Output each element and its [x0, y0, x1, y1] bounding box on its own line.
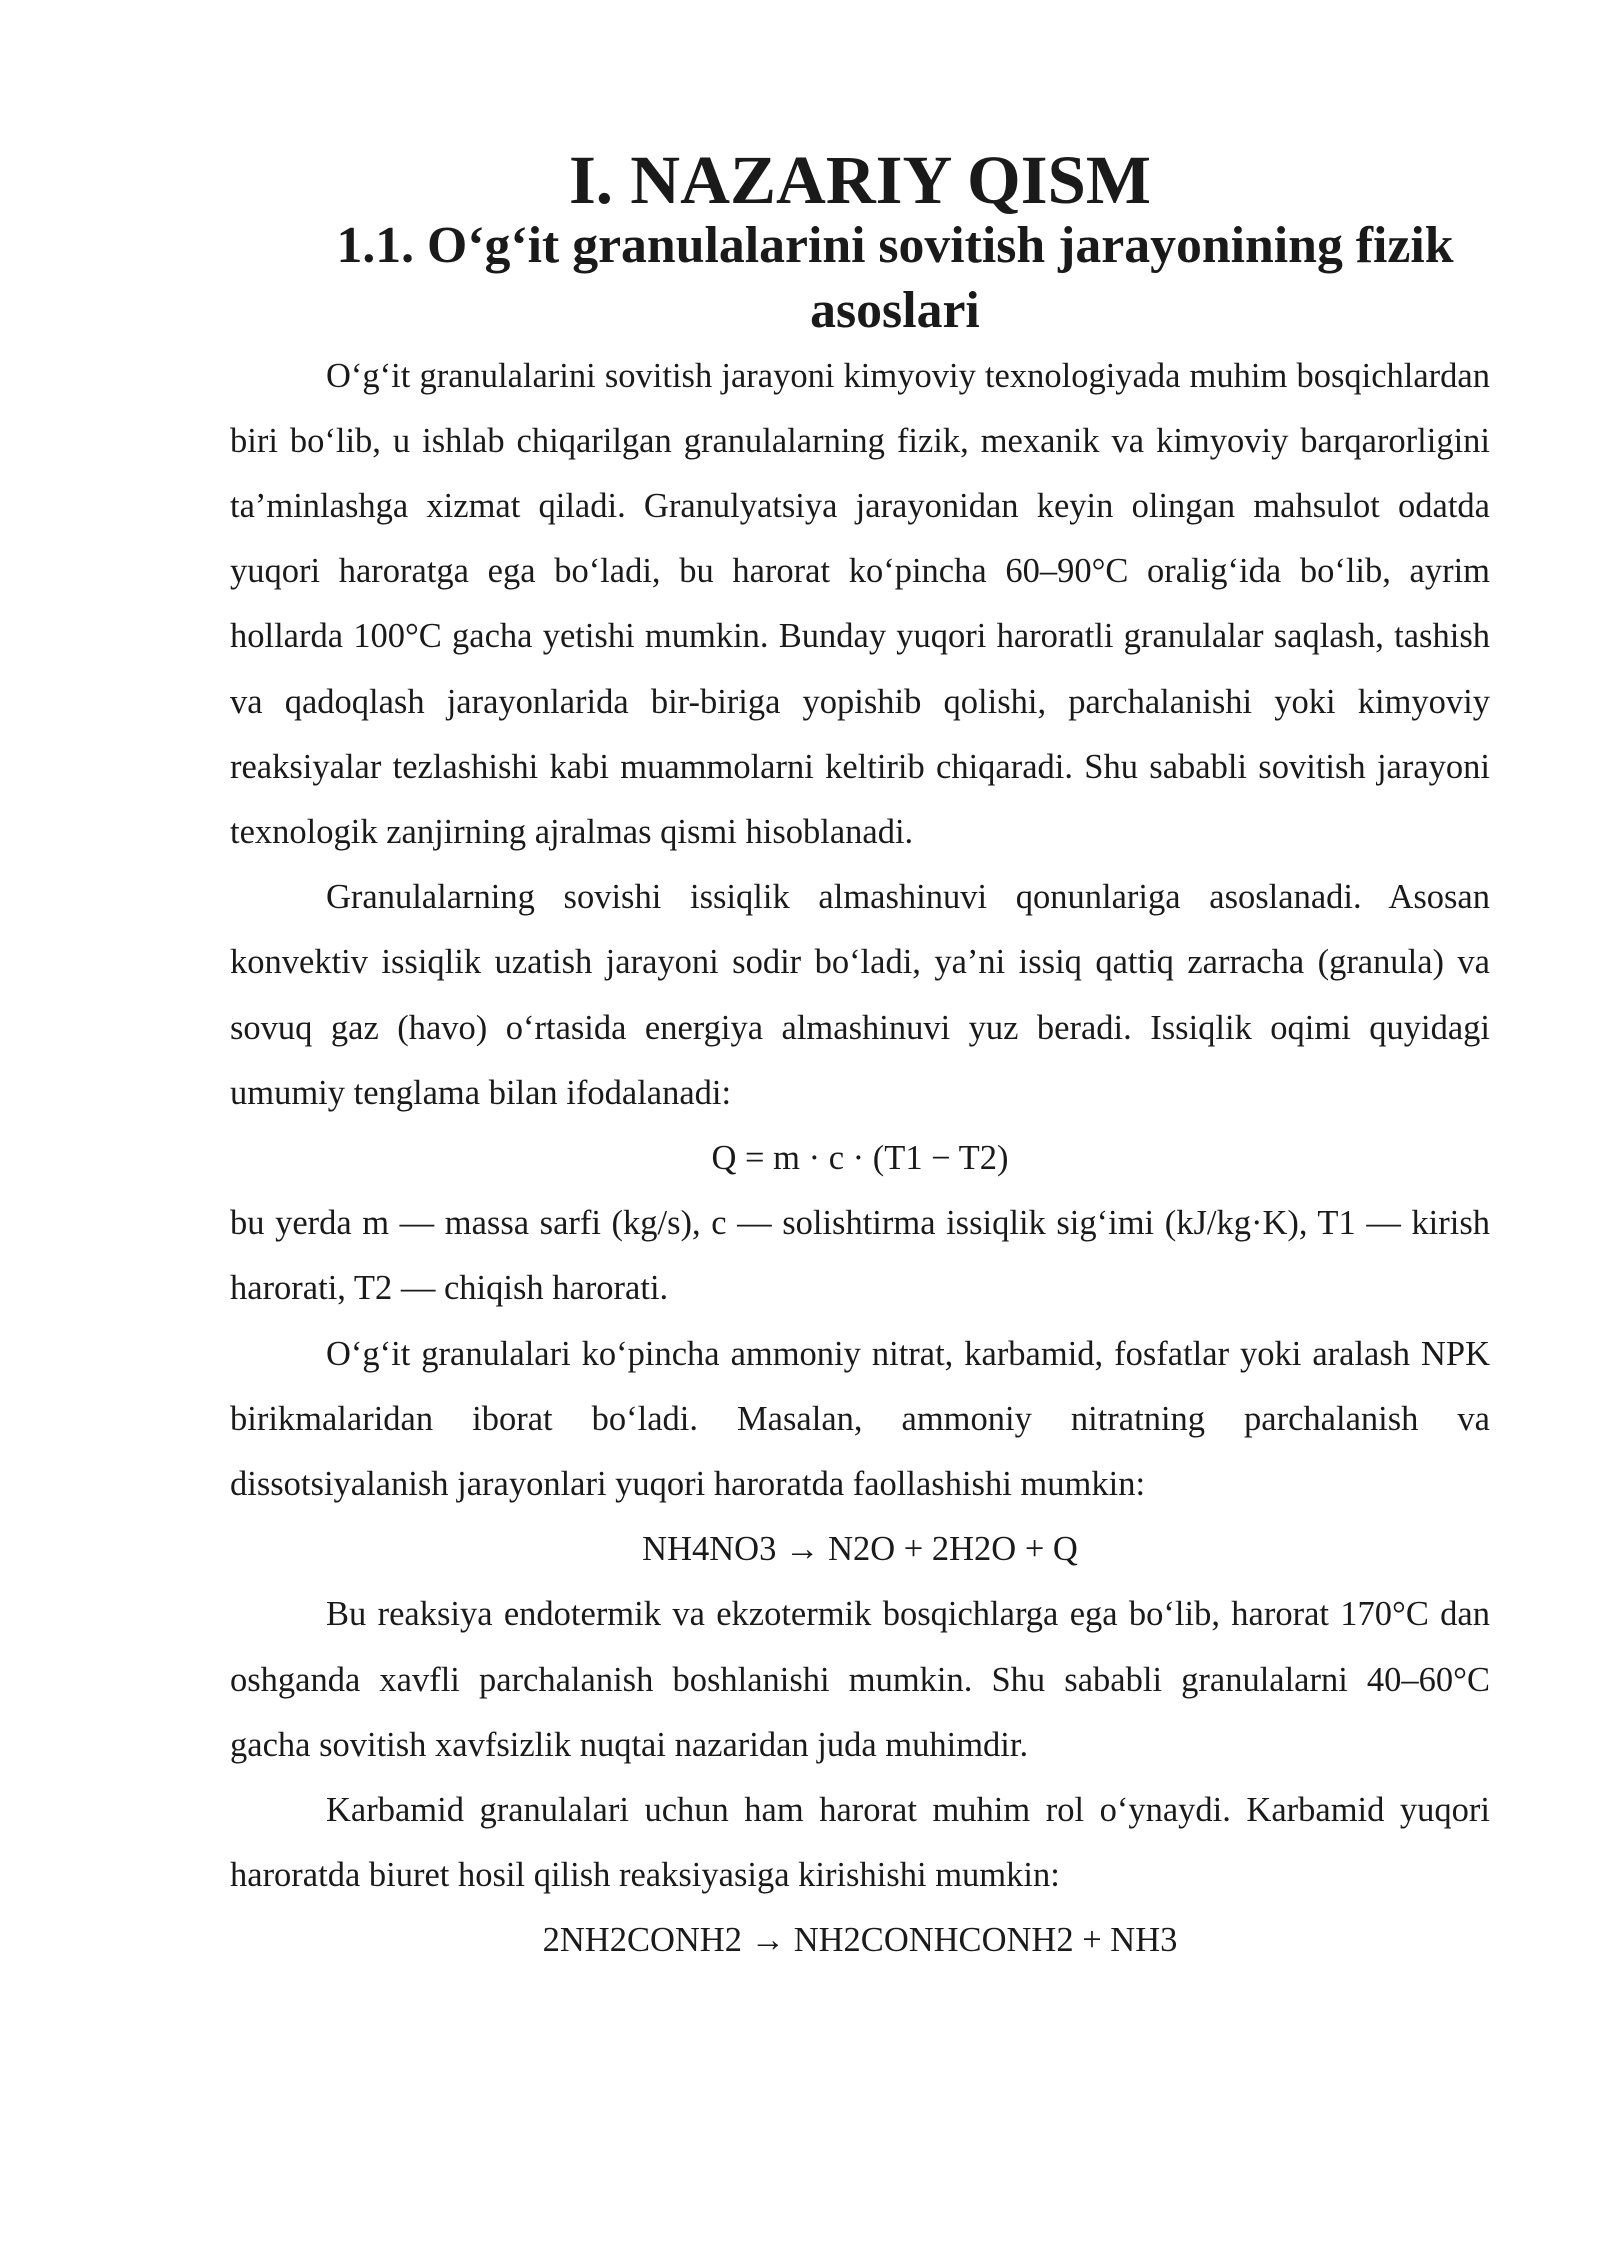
chapter-title: I. NAZARIY QISM — [568, 142, 1152, 218]
formula-heat-flow: Q = m · c · (T1 − T2) — [711, 1139, 1009, 1178]
paragraph-cooling-intro: O‘g‘it granulalarini sovitish jarayoni kimyoviy texnologiyada muhim bosqichlardan biri bo‘lib, u ishlab chiqarilgan granulalarning fizik, mexanik va kimyoviy barqarorligini ta’minlashga xizmat qiladi. Granulyatsiya jarayonidan keyin olingan mahsulot odatda yuqori haroratga ega bo‘ladi, bu harorat ko‘pincha 60–90°C oralig‘ida bo‘lib, ayrim hollarda 100°C gacha yetishi mumkin. Bunday yuqori haroratli granulalar saqlash, tashish va qadoqlash jarayonlarida bir-biriga yopishib qolishi, parchalanishi yoki kimyoviy reaksiyalar tezlashishi kabi muammolarni keltirib chiqaradi. Shu sababli sovitish jarayoni texnologik zanjirning ajralmas qismi hisoblanadi. — [230, 356, 1490, 852]
paragraph-carbamide: Karbamid granulalari uchun ham harorat muhim rol o‘ynaydi. Karbamid yuqori haroratda biuret hosil qilish reaksiyasiga kirishishi mumkin: — [230, 1791, 1490, 1895]
paragraph-heat-exchange: Granulalarning sovishi issiqlik almashinuvi qonunlariga asoslanadi. Asosan konvektiv issiqlik uzatish jarayoni sodir bo‘ladi, ya’ni issiq qattiq zarracha (granula) va sovuq gaz (havo) o‘rtasida energiya almashinuvi yuz beradi. Issiqlik oqimi quyidagi umumiy tenglama bilan ifodalanadi: — [230, 878, 1490, 1112]
paragraph-fertilizer-composition: O‘g‘it granulalari ko‘pincha ammoniy nitrat, karbamid, fosfatlar yoki aralash NPK birikmalaridan iborat bo‘ladi. Masalan, ammoniy nitratning parchalanish va dissotsiyalanish jarayonlari yuqori haroratda faollashishi mumkin: — [230, 1334, 1490, 1504]
formula-biuret: 2NH2CONH2 → NH2CONHCONH2 + NH3 — [542, 1921, 1178, 1960]
paragraph-formula-legend: bu yerda m — massa sarfi (kg/s), c — solishtirma issiqlik sig‘imi (kJ/kg·K), T1 — kirish harorati, T2 — chiqish harorati. — [230, 1204, 1490, 1308]
section-title: 1.1. O‘g‘it granulalarini sovitish jarayonining fizik asoslari — [336, 217, 1454, 340]
paragraph-decomposition-risk: Bu reaksiya endotermik va ekzotermik bosqichlarga ega bo‘lib, harorat 170°C dan oshganda xavfli parchalanish boshlanishi mumkin. Shu sababli granulalarni 40–60°C gacha sovitish xavfsizlik nuqtai nazaridan juda muhimdir. — [230, 1595, 1490, 1764]
page-content — [230, 142, 1490, 1974]
formula-ammonium-nitrate: NH4NO3 → N2O + 2H2O + Q — [642, 1530, 1078, 1569]
